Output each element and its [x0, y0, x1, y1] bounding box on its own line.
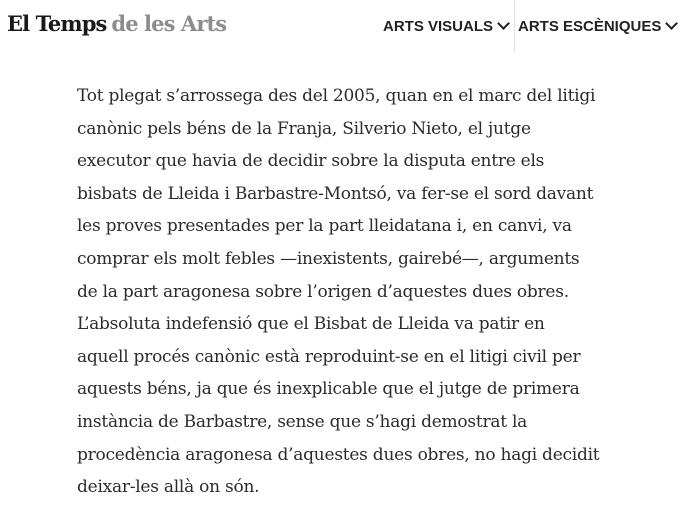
nav-divider — [514, 0, 515, 52]
paragraph-line: canònic pels béns de la Franja, Silverio Nieto, el jutge — [77, 118, 531, 139]
logo-part-1: El Temps — [7, 11, 107, 36]
paragraph-line: comprar els molt febles —inexistents, gairebé—, arguments — [77, 248, 580, 269]
paragraph-line: Tot plegat s’arrossega des del 2005, quan en el marc del litigi — [77, 86, 596, 106]
nav-arts-visuals-label: ARTS VISUALS — [383, 17, 494, 35]
nav-arts-esceniques-label: ARTS ESCÈNIQUES — [518, 17, 662, 35]
paragraph-line: aquell procés canònic està reproduint-se en el litigi civil per — [77, 346, 581, 367]
article-paragraph — [77, 80, 637, 504]
logo-part-2: de les Arts — [111, 11, 227, 36]
site-header — [0, 0, 680, 52]
paragraph-line: deixar-les allà on són. — [77, 477, 260, 498]
nav-arts-esceniques[interactable] — [518, 0, 676, 52]
paragraph-line: de la part aragonesa sobre l’origen d’aquestes dues obres. — [77, 281, 569, 302]
site-logo[interactable] — [7, 10, 226, 38]
paragraph-line: executor que havia de decidir sobre la disputa entre els — [77, 151, 545, 172]
paragraph-line: les proves presentades per la part lleidatana i, en canvi, va — [77, 216, 572, 237]
paragraph-line: bisbats de Lleida i Barbastre-Montsó, va fer-se el sord davant — [77, 183, 594, 204]
paragraph-line: L’absoluta indefensió que el Bisbat de Lleida va patir en — [77, 314, 545, 335]
nav-arts-visuals[interactable] — [383, 0, 508, 52]
paragraph-line: aquests béns, ja que és inexplicable que el jutge de primera — [77, 379, 580, 400]
paragraph-line: procedència aragonesa d’aquestes dues obres, no hagi decidit — [77, 444, 600, 465]
chevron-down-icon — [665, 17, 678, 30]
paragraph-line: instància de Barbastre, sense que s’hagi demostrat la — [77, 411, 528, 432]
chevron-down-icon — [497, 17, 510, 30]
